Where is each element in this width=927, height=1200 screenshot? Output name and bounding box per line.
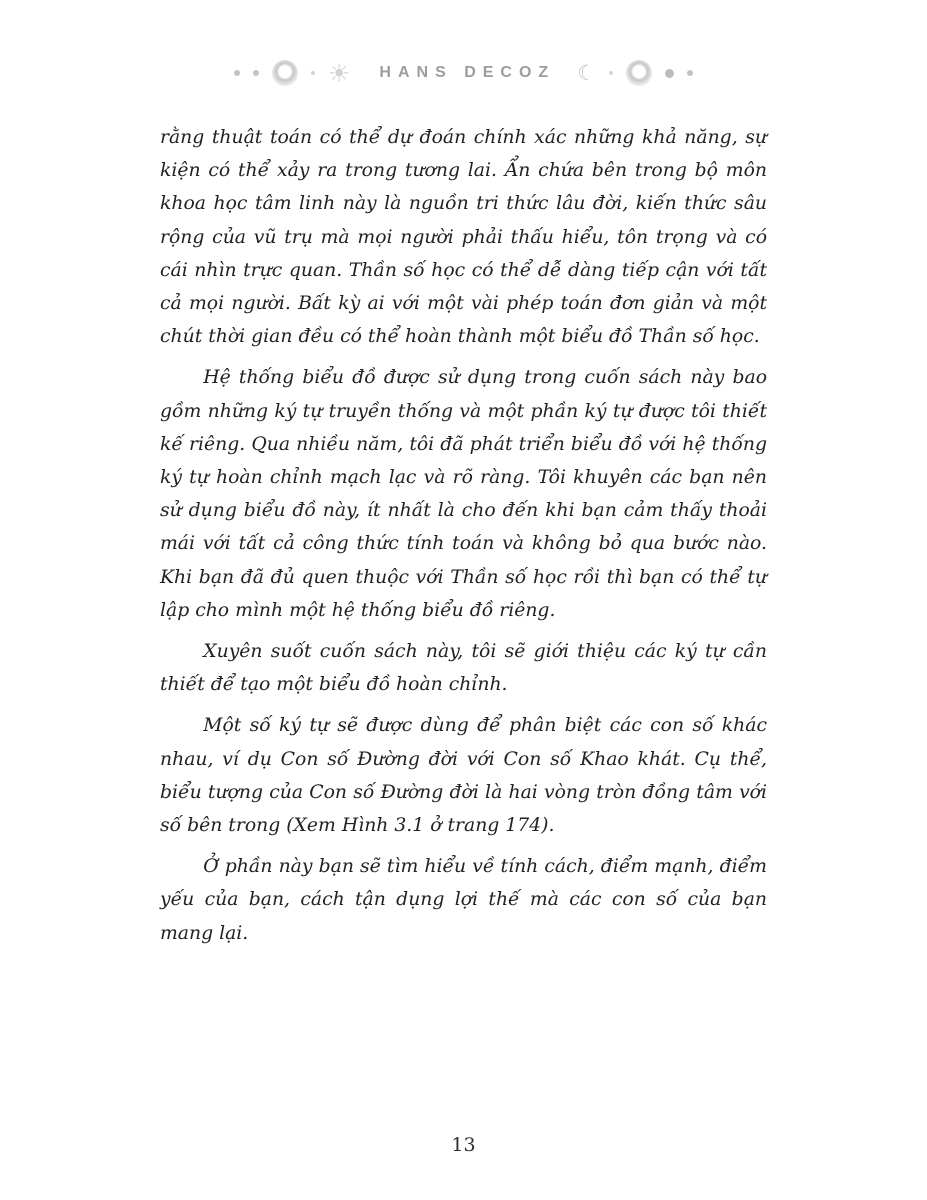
- dot-icon: [311, 71, 315, 75]
- ornament-right: [577, 60, 693, 86]
- dot-icon: [687, 70, 693, 76]
- page-body: [160, 121, 767, 958]
- dot-icon: [253, 70, 259, 76]
- paragraph: Một số ký tự sẽ được dùng để phân biệt các con số khác nhau, ví dụ Con số Đường đời với Con số Khao khát. Cụ thể, biểu tượng của Con số Đường đời là hai vòng tròn đồng tâm với số bên trong (Xem Hình 3.1 ở trang 174).: [160, 715, 767, 837]
- dot-icon: [665, 69, 674, 78]
- sun-icon: ☀: [327, 58, 351, 88]
- author-name: HANS DECOZ: [379, 64, 556, 81]
- dot-icon: [609, 71, 613, 75]
- circle-ornament-icon: [272, 60, 298, 86]
- dot-icon: [234, 70, 240, 76]
- paragraph: rằng thuật toán có thể dự đoán chính xác những khả năng, sự kiện có thể xảy ra trong tương lai. Ẩn chứa bên trong bộ môn khoa học tâm linh này là nguồn tri thức lâu đời, kiến thức sâu rộng của vũ trụ mà mọi người phải thấu hiểu, tôn trọng và có cái nhìn trực quan. Thần số học có thể dễ dàng tiếp cận với tất cả mọi người. Bất kỳ ai với một vài phép toán đơn giản và một chút thời gian đều có thể hoàn thành một biểu đồ Thần số học.: [160, 127, 767, 348]
- moon-icon: ☾: [577, 60, 597, 85]
- paragraph: Ở phần này bạn sẽ tìm hiểu về tính cách, điểm mạnh, điểm yếu của bạn, cách tận dụng lợi thế mà các con số của bạn mang lại.: [160, 856, 767, 944]
- circle-ornament-icon: [626, 60, 652, 86]
- ornament-left: [234, 60, 350, 86]
- paragraph: Hệ thống biểu đồ được sử dụng trong cuốn sách này bao gồm những ký tự truyền thống và một phần ký tự được tôi thiết kế riêng. Qua nhiều năm, tôi đã phát triển biểu đồ với hệ thống ký tự hoàn chỉnh mạch lạc và rõ ràng. Tôi khuyên các bạn nên sử dụng biểu đồ này, ít nhất là cho đến khi bạn cảm thấy thoải mái với tất cả công thức tính toán và không bỏ qua bước nào. Khi bạn đã đủ quen thuộc với Thần số học rồi thì bạn có thể tự lập cho mình một hệ thống biểu đồ riêng.: [160, 367, 767, 621]
- page-number: 13: [451, 1134, 476, 1156]
- header-ornament: [0, 60, 927, 86]
- paragraph: Xuyên suốt cuốn sách này, tôi sẽ giới thiệu các ký tự cần thiết để tạo một biểu đồ hoàn chỉnh.: [160, 641, 767, 696]
